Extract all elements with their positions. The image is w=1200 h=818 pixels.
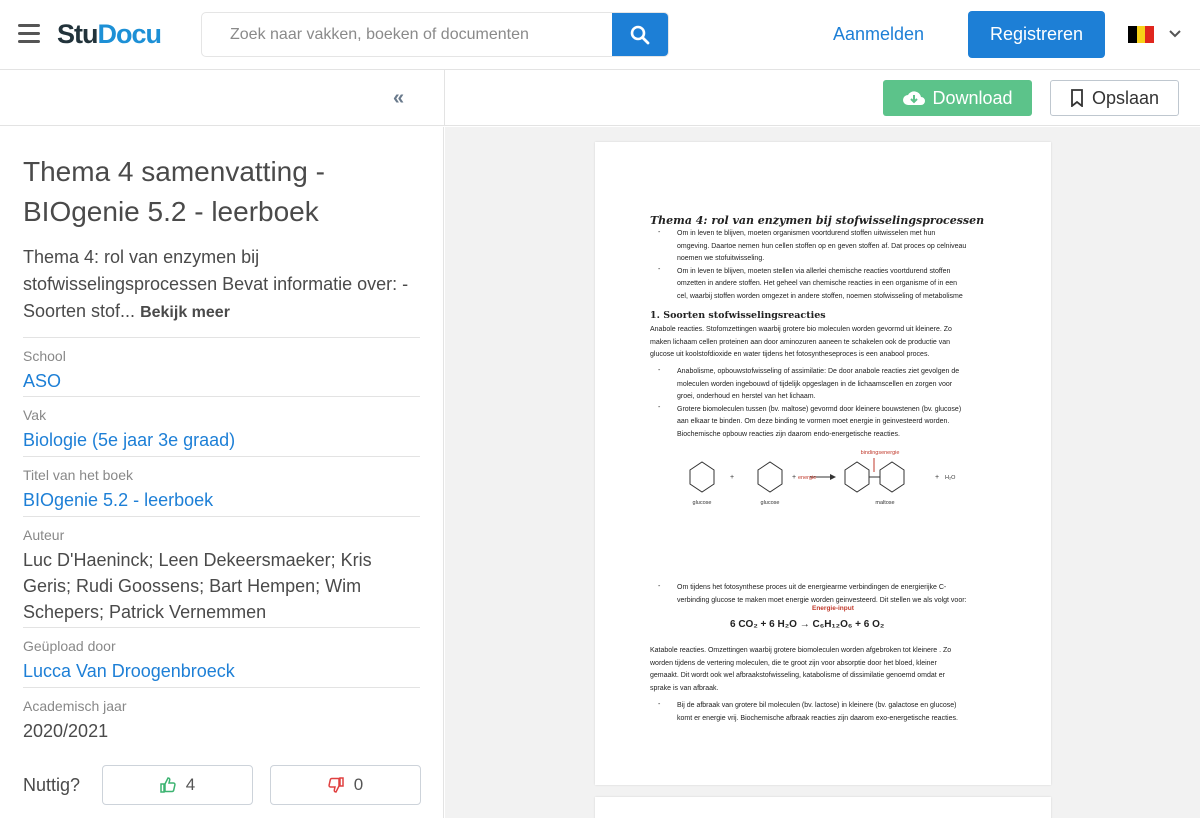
glucose-label: glucose <box>760 500 780 506</box>
upvote-count: 4 <box>185 775 196 794</box>
paragraph-line: gemaakt. Dit wordt ook wel afbraakstofwisseling, katabolisme of dissimilatie genoemd omdat er <box>650 672 945 679</box>
save-label: Opslaan <box>1091 87 1160 108</box>
upvote-button[interactable] <box>102 765 253 805</box>
meta-academic-year <box>23 687 420 744</box>
plus-sign: + <box>792 474 797 481</box>
paragraph-line: worden tijdens de vertering moleculen, die te groot zijn voor absorptie door het bloed, kleiner <box>650 659 937 667</box>
top-header <box>0 0 1200 70</box>
studocu-logo[interactable]: StuDocu <box>57 19 161 49</box>
bookmark-icon <box>1070 89 1084 107</box>
meta-book-title <box>23 456 420 513</box>
paragraph-line: glucose uit koolstofdioxide en water tijdens het fotosyntheseproces is een anabool proces. <box>650 351 930 358</box>
photosynthesis-formula: 6 CO₂ + 6 H₂O → C₆H₁₂O₆ + 6 O₂ <box>730 619 885 630</box>
paragraph-line: sprake is van afbraak. <box>650 684 719 692</box>
academic-year-value: 2020/2021 <box>23 721 109 741</box>
school-link[interactable]: ASO <box>23 371 62 391</box>
flag-stripe-black <box>1128 26 1137 43</box>
paragraph-line: Katabole reacties. Omzettingen waarbij grotere biomoleculen worden afgebroken tot kleinere . Zo <box>650 647 952 654</box>
downvote-button[interactable] <box>270 765 421 805</box>
cloud-download-icon <box>902 89 926 107</box>
author-value: Luc D'Haeninck; Leen Dekeersmaeker; Kris Geris; Rudi Goossens; Bart Hempen; Wim Schepers; Patrick Vernemmen <box>23 550 372 622</box>
document-page-2 <box>595 797 1051 818</box>
course-link[interactable]: Biologie (5e jaar 3e graad) <box>23 430 236 450</box>
bullet-dash: - <box>658 583 661 590</box>
download-label: Download <box>932 87 1013 108</box>
helpful-label: Nuttig? <box>23 775 81 795</box>
glucose-ring <box>758 462 782 492</box>
register-button[interactable]: Registreren <box>968 11 1105 58</box>
meta-label: Auteur <box>23 527 65 543</box>
maltose-ring <box>880 462 904 492</box>
search-input[interactable] <box>202 13 614 56</box>
show-more-link[interactable]: Bekijk meer <box>140 304 230 321</box>
document-page-1 <box>595 142 1051 785</box>
bullet-line: cel, waarbij stoffen worden omgezet in andere stoffen, noemen stofwisseling of metabolisme <box>677 292 963 300</box>
bullet-dash: - <box>658 367 661 374</box>
download-button[interactable] <box>883 80 1032 116</box>
section-heading: 1. Soorten stofwisselingsreacties <box>650 310 826 321</box>
bullet-line: omgeving. Daartoe nemen hun cellen stoffen op en geven stoffen af. Dat proces op celniveau <box>677 242 967 250</box>
meta-uploader <box>23 627 420 684</box>
paragraph-line: maken lichaam cellen proteinen aan door aminozuren aaneen te schakelen ook de productie van <box>650 338 951 346</box>
meta-label: School <box>23 348 66 364</box>
thumbs-down-icon <box>328 777 344 793</box>
meta-course <box>23 396 420 453</box>
reaction-arrow <box>830 474 836 480</box>
bullet-line: aan elkaar te binden. Om deze binding te vormen moet energie in geinvesteerd worden. <box>677 418 950 425</box>
document-title: Thema 4 samenvatting - BIOgenie 5.2 - leerboek <box>23 156 325 227</box>
paragraph-line: Anabole reacties. Stofomzettingen waarbij grotere bio moleculen worden gevormd uit kleinere. Zo <box>650 326 952 333</box>
search-button[interactable] <box>612 13 668 56</box>
bullet-dash: - <box>658 266 661 273</box>
bullet-line: Biochemische opbouw reacties zijn daarom endo-energetische reacties. <box>677 430 900 438</box>
plus-sign: + <box>730 474 735 481</box>
glucose-label: glucose <box>692 500 712 506</box>
uploader-link[interactable]: Lucca Van Droogenbroeck <box>23 661 235 681</box>
bullet-dash: - <box>658 701 661 708</box>
bullet-dash: - <box>658 404 661 411</box>
menu-icon[interactable] <box>18 24 40 44</box>
energy-input-label: Energie-input <box>812 605 854 612</box>
bullet-line: Grotere biomoleculen tussen (bv. maltose) gevormd door kleinere bouwstenen (bv. glucose) <box>677 405 962 413</box>
glucose-ring <box>690 462 714 492</box>
flag-stripe-red <box>1145 26 1154 43</box>
page-heading: Thema 4: rol van enzymen bij stofwisselingsprocessen <box>650 214 985 227</box>
bullet-line: groei, onderhoud en herstel van het lichaam. <box>677 393 816 400</box>
save-button[interactable] <box>1050 80 1179 116</box>
energy-label: energie <box>798 475 817 481</box>
document-viewer[interactable] <box>445 127 1200 818</box>
search-bar <box>201 12 669 57</box>
document-toolbar <box>0 70 1200 126</box>
meta-author <box>23 516 420 625</box>
meta-label: Geüpload door <box>23 638 116 654</box>
bullet-line: omzetten in andere stoffen. Het geheel van chemische reacties in een organisme of in een <box>677 280 958 287</box>
meta-label: Academisch jaar <box>23 698 127 714</box>
toolbar-divider <box>444 70 445 126</box>
bullet-dash: - <box>658 229 661 236</box>
language-flag-belgium[interactable] <box>1128 26 1154 43</box>
bullet-line: Om in leven te blijven, moeten stellen via allerlei chemische reacties voortdurend stoffen <box>677 267 951 275</box>
bullet-line: noemen we stofuitwisseling. <box>677 255 765 262</box>
bullet-line: Om in leven te blijven, moeten organismen voortdurend stoffen uitwisselen met hun <box>677 230 936 237</box>
collapse-sidebar-icon[interactable]: « <box>393 87 405 109</box>
document-description <box>23 244 423 326</box>
chevron-down-icon[interactable] <box>1168 29 1182 39</box>
meta-label: Vak <box>23 407 47 423</box>
meta-label: Titel van het boek <box>23 467 133 483</box>
binding-energy-label: bindingsenergie <box>860 450 900 456</box>
bullet-line: Om tijdens het fotosynthese proces uit de energiearme verbindingen de energierijke C- <box>677 584 947 591</box>
bullet-line: komt er energie vrij. Biochemische afbraak reacties zijn daarom exo-energetische reacties. <box>677 714 958 722</box>
downvote-count: 0 <box>353 775 364 794</box>
water-label: H₂O <box>945 475 956 481</box>
bullet-line: Anabolisme, opbouwstofwisseling of assimilatie: De door anabole reacties ziet gevolgen de <box>677 368 960 375</box>
search-icon <box>630 25 650 45</box>
bullet-line: moleculen worden ingebouwd of tijdelijk opgeslagen in de lichaamscellen en zorgen voor <box>677 380 953 388</box>
bullet-line: Bij de afbraak van grotere bil moleculen (bv. lactose) in kleinere (bv. galactose en glucose) <box>677 702 957 709</box>
plus-sign: + <box>935 474 940 481</box>
meta-school <box>23 337 420 394</box>
bullet-line: verbinding glucose te maken moet energie worden geinvesteerd. Dit stellen we als volgt voor: <box>677 596 967 604</box>
login-link[interactable]: Aanmelden <box>833 24 925 44</box>
maltose-synthesis-diagram <box>680 442 980 512</box>
maltose-label: maltose <box>875 500 895 506</box>
flag-stripe-yellow <box>1137 26 1146 43</box>
document-info-sidebar <box>0 127 444 818</box>
thumbs-up-icon <box>160 777 176 793</box>
description-text: Thema 4: rol van enzymen bij stofwisselingsprocessen Bevat informatie over: - Soorten stof... <box>23 247 409 321</box>
maltose-ring <box>845 462 869 492</box>
book-link[interactable]: BIOgenie 5.2 - leerboek <box>23 490 214 510</box>
